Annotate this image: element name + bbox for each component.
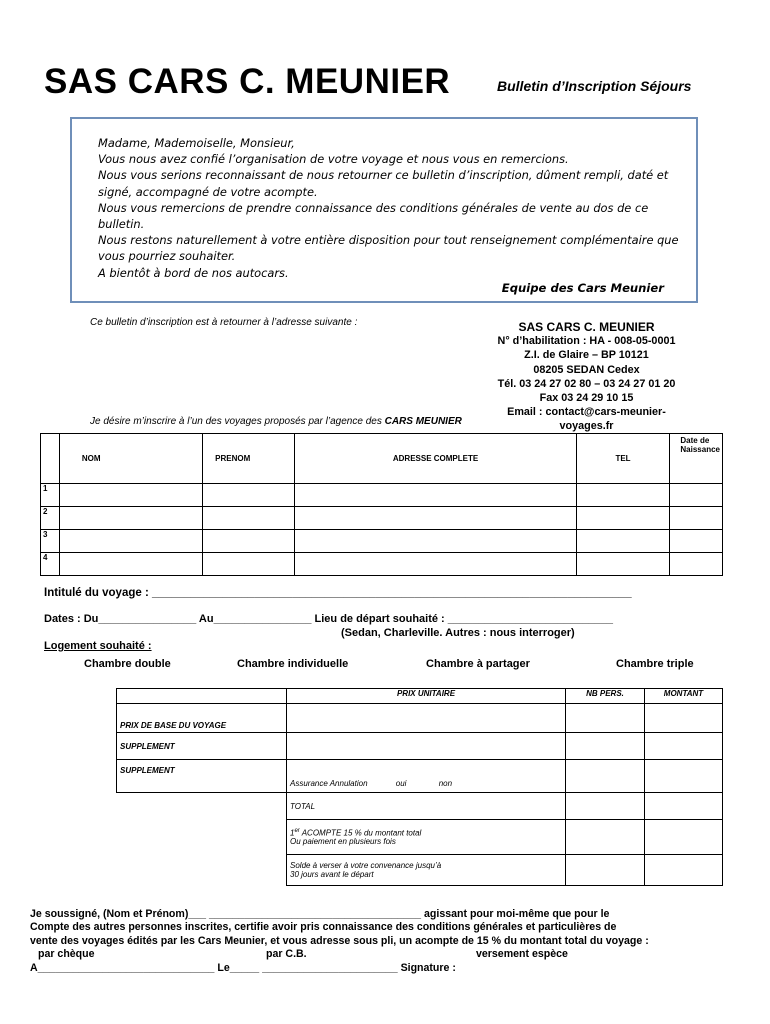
header-tel: TEL [576,434,670,484]
letter-box [70,117,698,303]
header-nb-pers: NB PERS. [566,689,645,704]
adresse-cell[interactable] [295,553,576,576]
assurance-non-option[interactable]: non [438,779,453,788]
tel-cell[interactable] [576,507,670,530]
prenom-cell[interactable] [203,530,295,553]
tel-cell[interactable] [576,530,670,553]
table-row [41,530,723,553]
adresse-cell[interactable] [295,530,576,553]
naissance-cell[interactable] [670,530,723,553]
nb-pers-cell[interactable] [566,820,645,855]
montant-cell[interactable] [645,855,723,886]
header-prenom: PRENOM [203,434,295,484]
letter-line: Vous nous avez confié l’organisation de votre voyage et nous vous en remercions. [98,152,569,167]
prenom-cell[interactable] [203,553,295,576]
blank-cell [117,793,287,820]
payment-options [30,948,649,961]
assurance-cell [287,760,566,793]
header-montant: MONTANT [645,689,723,704]
logement-label: Logement souhaité : [44,640,152,652]
pricing-header-row [117,689,723,704]
row-number-header [41,434,60,484]
address-street: Z.I. de Glaire – BP 10121 [524,349,649,362]
prenom-cell[interactable] [203,507,295,530]
supplement-price-cell[interactable] [287,733,566,760]
nom-cell[interactable] [59,530,202,553]
header-prix-unitaire: PRIX UNITAIRE [287,689,566,704]
registration-text: Je désire m’inscrire à l’un des voyages proposés par l’agence des [90,416,382,427]
naissance-cell[interactable] [670,507,723,530]
return-note: Ce bulletin d’inscription est à retourner à l’adresse suivante : [90,317,358,328]
letter-line: Madame, Mademoiselle, Monsieur, [98,136,295,150]
room-option-double[interactable]: Chambre double [84,658,171,670]
table-row [41,484,723,507]
company-title: SAS CARS C. MEUNIER [44,62,451,101]
letter-signature: Equipe des Cars Meunier [501,281,664,295]
place-date-signature-line[interactable]: A______________________________ Le_____ _______________________ Signature : [30,961,456,974]
pricing-row-supplement [117,733,723,760]
header-naissance-line2: Naissance [680,445,720,454]
table-row [41,507,723,530]
adresse-cell[interactable] [295,484,576,507]
pricing-corner [117,689,287,704]
row-number: 3 [41,530,60,553]
participants-table [40,433,723,576]
tel-cell[interactable] [576,553,670,576]
declaration-line: Compte des autres personnes inscrites, certifie avoir pris connaissance des conditions générales et particulières de [30,921,617,934]
blank-cell [117,820,287,855]
nb-pers-cell[interactable] [566,760,645,793]
letter-line: Nous restons naturellement à votre entière disposition pour tout renseignement complémentaire que [98,233,679,248]
assurance-label: Assurance Annulation [290,779,368,788]
base-price-label: PRIX DE BASE DU VOYAGE [117,704,287,733]
montant-cell[interactable] [645,793,723,820]
letter-text [98,135,682,281]
nb-pers-cell[interactable] [566,733,645,760]
declaration-block [30,908,649,975]
row-number: 1 [41,484,60,507]
letter-line: bulletin. [98,217,145,232]
payment-espece[interactable]: versement espèce [476,948,568,961]
adresse-cell[interactable] [295,507,576,530]
nom-cell[interactable] [59,553,202,576]
pricing-row-solde [117,855,723,886]
declaration-line: vente des voyages édités par les Cars Meunier, et vous adresse sous pli, un acompte de 15 % du montant total du voyage : [30,934,649,947]
payment-cb[interactable]: par C.B. [266,948,307,961]
header-nom: NOM [59,434,202,484]
agency-name: CARS MEUNIER [384,416,462,427]
supplement-label: SUPPLEMENT [117,733,287,760]
header-adresse: ADRESSE COMPLETE [295,434,576,484]
departure-hint: (Sedan, Charleville. Autres : nous interroger) [341,627,575,639]
company-address [484,320,689,434]
room-option-triple[interactable]: Chambre triple [616,658,694,670]
room-option-individuelle[interactable]: Chambre individuelle [237,658,349,670]
address-fax: Fax 03 24 29 10 15 [539,392,634,405]
montant-cell[interactable] [645,733,723,760]
form-title: Bulletin d’Inscription Séjours [497,78,692,94]
solde-cell [287,855,566,886]
pricing-row-assurance [117,760,723,793]
total-label: TOTAL [287,793,566,820]
blank-cell [117,855,287,886]
acompte-cell [287,820,566,855]
row-number: 4 [41,553,60,576]
address-city: 08205 SEDAN Cedex [533,363,640,376]
supplement-label: SUPPLEMENT [117,760,287,793]
pricing-table [116,688,723,886]
prenom-cell[interactable] [203,484,295,507]
solde-line1: Solde à verser à votre convenance jusqu’à [290,861,442,870]
nb-pers-cell[interactable] [566,704,645,733]
address-habilitation: N° d’habilitation : HA - 008-05-0001 [497,335,676,348]
nb-pers-cell[interactable] [566,855,645,886]
montant-cell[interactable] [645,704,723,733]
address-email-cont: voyages.fr [559,420,614,433]
payment-cheque[interactable]: par chèque [38,948,95,961]
letter-line: signé, accompagné de votre acompte. [98,184,318,199]
address-company: SAS CARS C. MEUNIER [518,320,655,334]
naissance-cell[interactable] [670,553,723,576]
acompte-number: 1 [290,828,295,838]
table-row [41,553,723,576]
base-price-cell[interactable] [287,704,566,733]
letter-line: A bientôt à bord de nos autocars. [98,265,289,280]
registration-statement [90,416,462,427]
solde-line2: 30 jours avant le départ [290,870,374,879]
naissance-cell[interactable] [670,484,723,507]
letter-line: Nous vous remercions de prendre connaissance des conditions générales de vente au dos de ce [98,200,649,215]
montant-cell[interactable] [645,760,723,793]
letter-line: vous pourriez souhaiter. [98,249,236,264]
nom-cell[interactable] [59,507,202,530]
trip-title-field[interactable]: Intitulé du voyage : ___________________________________________________________________________ [44,587,632,599]
row-number: 2 [41,507,60,530]
acompte-line2: Ou paiement en plusieurs fois [290,837,396,847]
header-naissance [670,434,723,484]
pricing-row-base [117,704,723,733]
table-header-row [41,434,723,484]
nb-pers-cell[interactable] [566,793,645,820]
header-naissance-line1: Date de [680,436,710,445]
address-tel: Tél. 03 24 27 02 80 – 03 24 27 01 20 [497,377,676,390]
letter-line: Nous vous serions reconnaissant de nous retourner ce bulletin d’inscription, dûment rempli, daté et [98,168,669,183]
room-option-partager[interactable]: Chambre à partager [426,658,530,670]
pricing-row-acompte [117,820,723,855]
pricing-row-total [117,793,723,820]
acompte-ordinal: er [294,827,300,834]
nom-cell[interactable] [59,484,202,507]
montant-cell[interactable] [645,820,723,855]
declaration-line[interactable]: Je soussigné, (Nom et Prénom)___ ____________________________________ agissant pour moi-même que pour le [30,908,610,920]
acompte-text: ACOMPTE 15 % du montant total [299,828,422,838]
assurance-oui-option[interactable]: oui [395,779,407,788]
trip-dates-field[interactable]: Dates : Du________________ Au________________ Lieu de départ souhaité : ___________________________ [44,613,613,625]
tel-cell[interactable] [576,484,670,507]
acompte-line1 [290,828,562,838]
address-email: Email : contact@cars-meunier- [507,406,666,419]
